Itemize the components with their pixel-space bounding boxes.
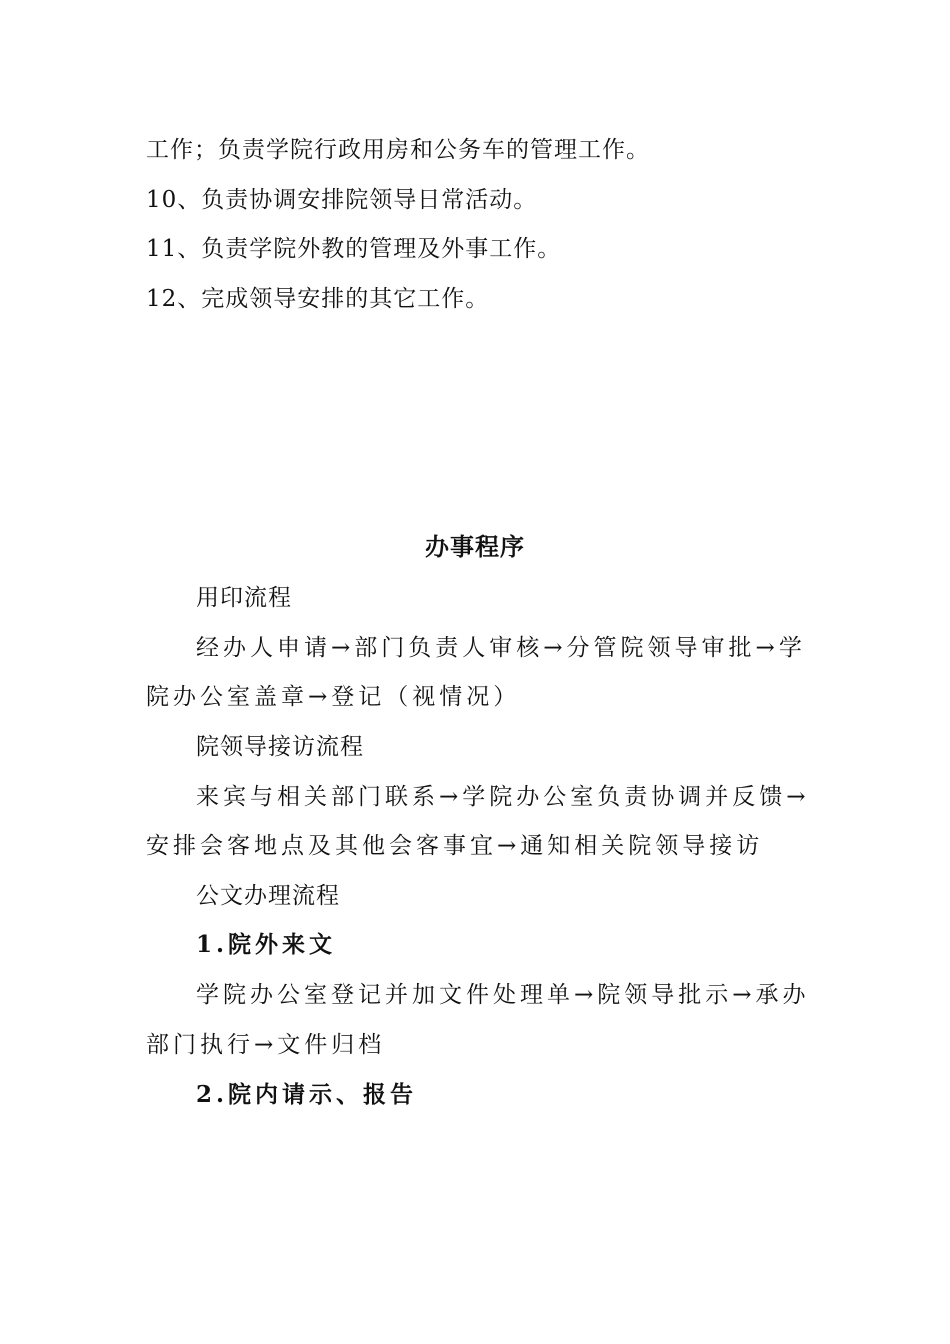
external-document-subheading: 1.院外来文 <box>196 931 337 958</box>
duty-line-11: 11、负责学院外教的管理及外事工作。 <box>146 236 562 262</box>
external-document-line-2: 部门执行→文件归档 <box>146 1032 386 1058</box>
external-document-line-1: 学院办公室登记并加文件处理单→院领导批示→承办 <box>196 982 810 1008</box>
internal-document-subheading: 2.院内请示、报告 <box>196 1081 418 1108</box>
reception-process-line-1: 来宾与相关部门联系→学院办公室负责协调并反馈→ <box>196 784 810 810</box>
seal-process-line-1: 经办人申请→部门负责人审核→分管院领导审批→学 <box>196 635 806 661</box>
duty-line-12: 12、完成领导安排的其它工作。 <box>146 286 490 312</box>
procedures-title: 办事程序 <box>425 532 525 561</box>
reception-process-heading: 院领导接访流程 <box>196 734 364 760</box>
duty-line-10: 10、负责协调安排院领导日常活动。 <box>146 187 538 213</box>
duty-line-9-continued: 工作；负责学院行政用房和公务车的管理工作。 <box>146 137 650 163</box>
document-process-heading: 公文办理流程 <box>196 883 340 909</box>
seal-process-line-2: 院办公室盖章→登记（视情况） <box>146 684 521 710</box>
reception-process-line-2: 安排会客地点及其他会客事宜→通知相关院领导接访 <box>146 833 764 859</box>
seal-process-heading: 用印流程 <box>196 585 292 611</box>
